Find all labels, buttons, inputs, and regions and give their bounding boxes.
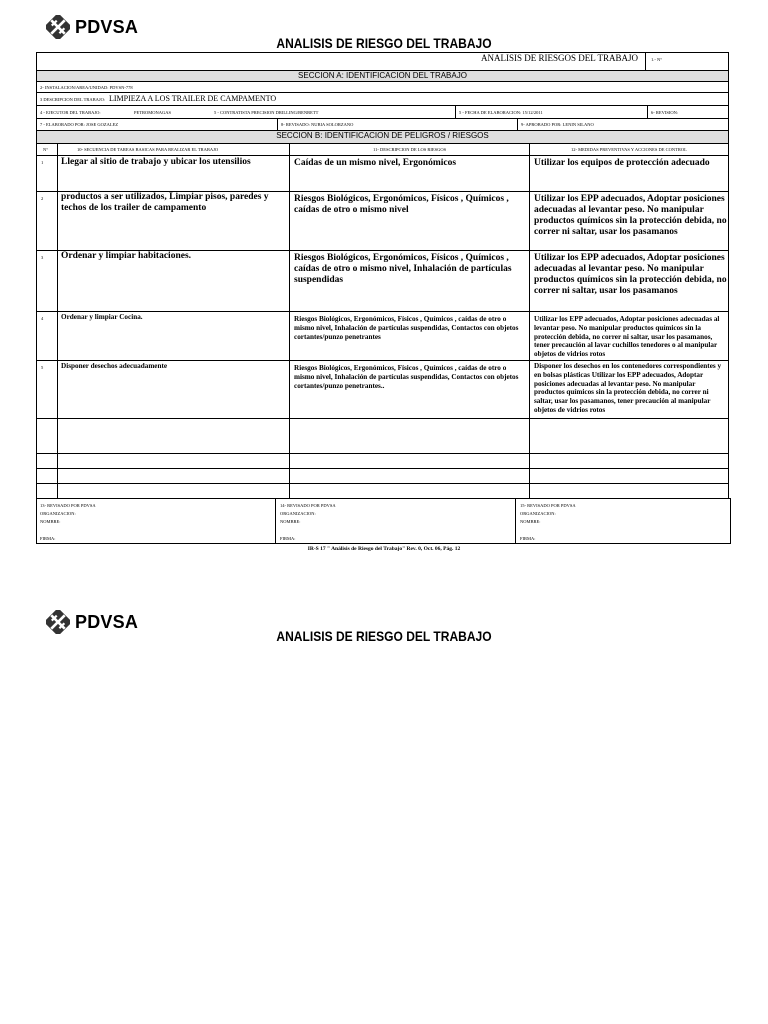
row-risks: Riesgos Biológicos, Ergonómicos, Físicos , Químicos , caídas de otro o mismo nivel, Inhalación de partículas suspendidas [294,253,512,285]
table-row-empty [37,468,728,483]
executor-value: PETROMONAGAS [134,110,172,115]
table-row [37,250,728,311]
signature-2: 14- REVISADO POR PDVSA ORGANIZACION: NOMBRE: FIRMA: [280,503,336,541]
logo-text: PDVSA [75,16,139,37]
row-task: Llegar al sitio de trabajo y ubicar los utensilios [61,157,251,167]
table-row [37,155,728,191]
logo-text: PDVSA [75,611,139,632]
row-measures: Utilizar los EPP adecuados, Adoptar posiciones adecuadas al levantar peso. No manipular productos químicos sin la protección debida, no correr ni saltar, usar los pasamanos, tener precaución al lavar cuchillos tenedores o al manipular objetos de vidrios rotos [534,315,720,359]
description-label: 3 DESCRIPCION DEL TRABAJO: [40,97,106,102]
table-header-row [37,143,728,155]
table-row [37,311,728,360]
row-number: 1 [41,160,44,165]
row-task: Ordenar y limpiar habitaciones. [61,251,192,261]
row-number: 5 [41,365,44,370]
col-header-number: N° [43,147,49,152]
row-measures: Utilizar los equipos de protección adecuado [534,158,710,168]
row-measures: Utilizar los EPP adecuados, Adoptar posiciones adecuadas al levantar peso. No manipular productos químicos sin la protección debida, no correr ni saltar, usar los pasamanos [534,194,727,237]
row-number: 2 [41,196,44,201]
row-measures: Utilizar los EPP adecuados, Adoptar posiciones adecuadas al levantar peso. No manipular productos químicos sin la protección debida, no correr ni saltar, usar los pasamanos [534,253,727,296]
hazard-table [37,143,728,498]
section-b-title: SECCION B: IDENTIFICACION DE PELIGROS / RIESGOS [37,130,728,144]
executor-label: 4 - EJECUTOR DEL TRABAJO: [40,110,101,115]
table-row [37,191,728,250]
row-task: Ordenar y limpiar Cocina. [61,313,143,321]
row-risks: Riesgos Biológicos, Ergonómicos, Físicos , Químicos , caídas de otro o mismo nivel, Inhalación de partículas suspendidas, Contactos con objetos cortantes/punzo penetrantes.. [294,364,519,390]
reviewed-by-field: 8- REVISADO: NUBIA SOLORZANO [281,122,354,127]
col-header-risks: 11- DESCRIPCION DE LOS RIESGOS [373,147,447,152]
page-title: ANALISIS DE RIESGO DEL TRABAJO [276,35,492,51]
table-row-empty [37,453,728,468]
row-measures: Disponer los desechos en los contenedores correspondientes y en bolsas plásticas Utilizar los EPP adecuados, Adoptar posiciones adecuadas al levantar peso. No manipular productos químicos sin la protección debida, no correr ni saltar, usar los pasamanos, tener precaución al manipular objetos de vidrios rotos [534,362,722,414]
col-header-tasks: 10- SECUENCIA DE TAREAS BASICAS PARA REALIZAR EL TRABAJO [77,147,219,152]
form-footer: IR-S 17 " Análisis de Riesgo del Trabajo" Rev. 0, Oct. 06, Pág. 12 [307,546,461,552]
section-a-title: SECCION A: IDENTIFICACION DEL TRABAJO [37,70,728,81]
row-risks: Riesgos Biológicos, Ergonómicos, Físicos , Químicos , caídas de otro o mismo nivel, Inhalación de partículas suspendidas, Contactos con objetos cortantes/punzo penetrantes [294,315,519,341]
signature-1: 13- REVISADO POR PDVSA ORGANIZACION: NOMBRE: FIRMA: [40,503,96,541]
signature-3: 15- REVISADO POR PDVSA ORGANIZACION: NOMBRE: FIRMA: [520,503,576,541]
row-task: productos a ser utilizados, Limpiar pisos, paredes y techos de los trailer de campamento [61,192,269,213]
date-field: 5 - FECHA DE ELABORACION: 15/12/2011 [459,110,543,115]
signature-block [36,498,731,544]
row-number: 3 [41,255,44,260]
row-risks: Caídas de un mismo nivel, Ergonómicos [294,158,457,168]
row-number: 4 [41,316,44,321]
installation-field: 2- INSTALACION/AREA/UNIDAD: PDVSN-778 [40,85,133,90]
form-number-label: 1.- N° [651,57,663,62]
table-row-empty [37,418,728,453]
page2-title: ANALISIS DE RIESGO DEL TRABAJO [276,628,492,644]
prepared-by-field: 7 - ELABORADO POR: JOSE GOZALEZ [40,122,119,127]
contractor-field: 5 - CONTRATISTA PRECISION DRILLING/BENRETT [214,110,319,115]
description-value: LIMPIEZA A LOS TRAILER DE CAMPAMENTO [109,94,277,103]
approved-by-field: 9- APROBADO POR: LENIN SILANO [521,122,594,127]
form-header-title: ANALISIS DE RIESGOS DEL TRABAJO [480,53,638,63]
row-risks: Riesgos Biológicos, Ergonómicos, Físicos , Químicos , caídas de otro o mismo nivel [294,194,509,215]
col-header-measures: 12- MEDIDAS PREVENTIVAS Y ACCIONES DE CONTROL [571,147,687,152]
form-box [36,52,729,499]
revision-field: 6- REVISION: [651,110,679,115]
table-row [37,360,728,418]
row-task: Disponer desechos adecuadamente [61,362,168,370]
